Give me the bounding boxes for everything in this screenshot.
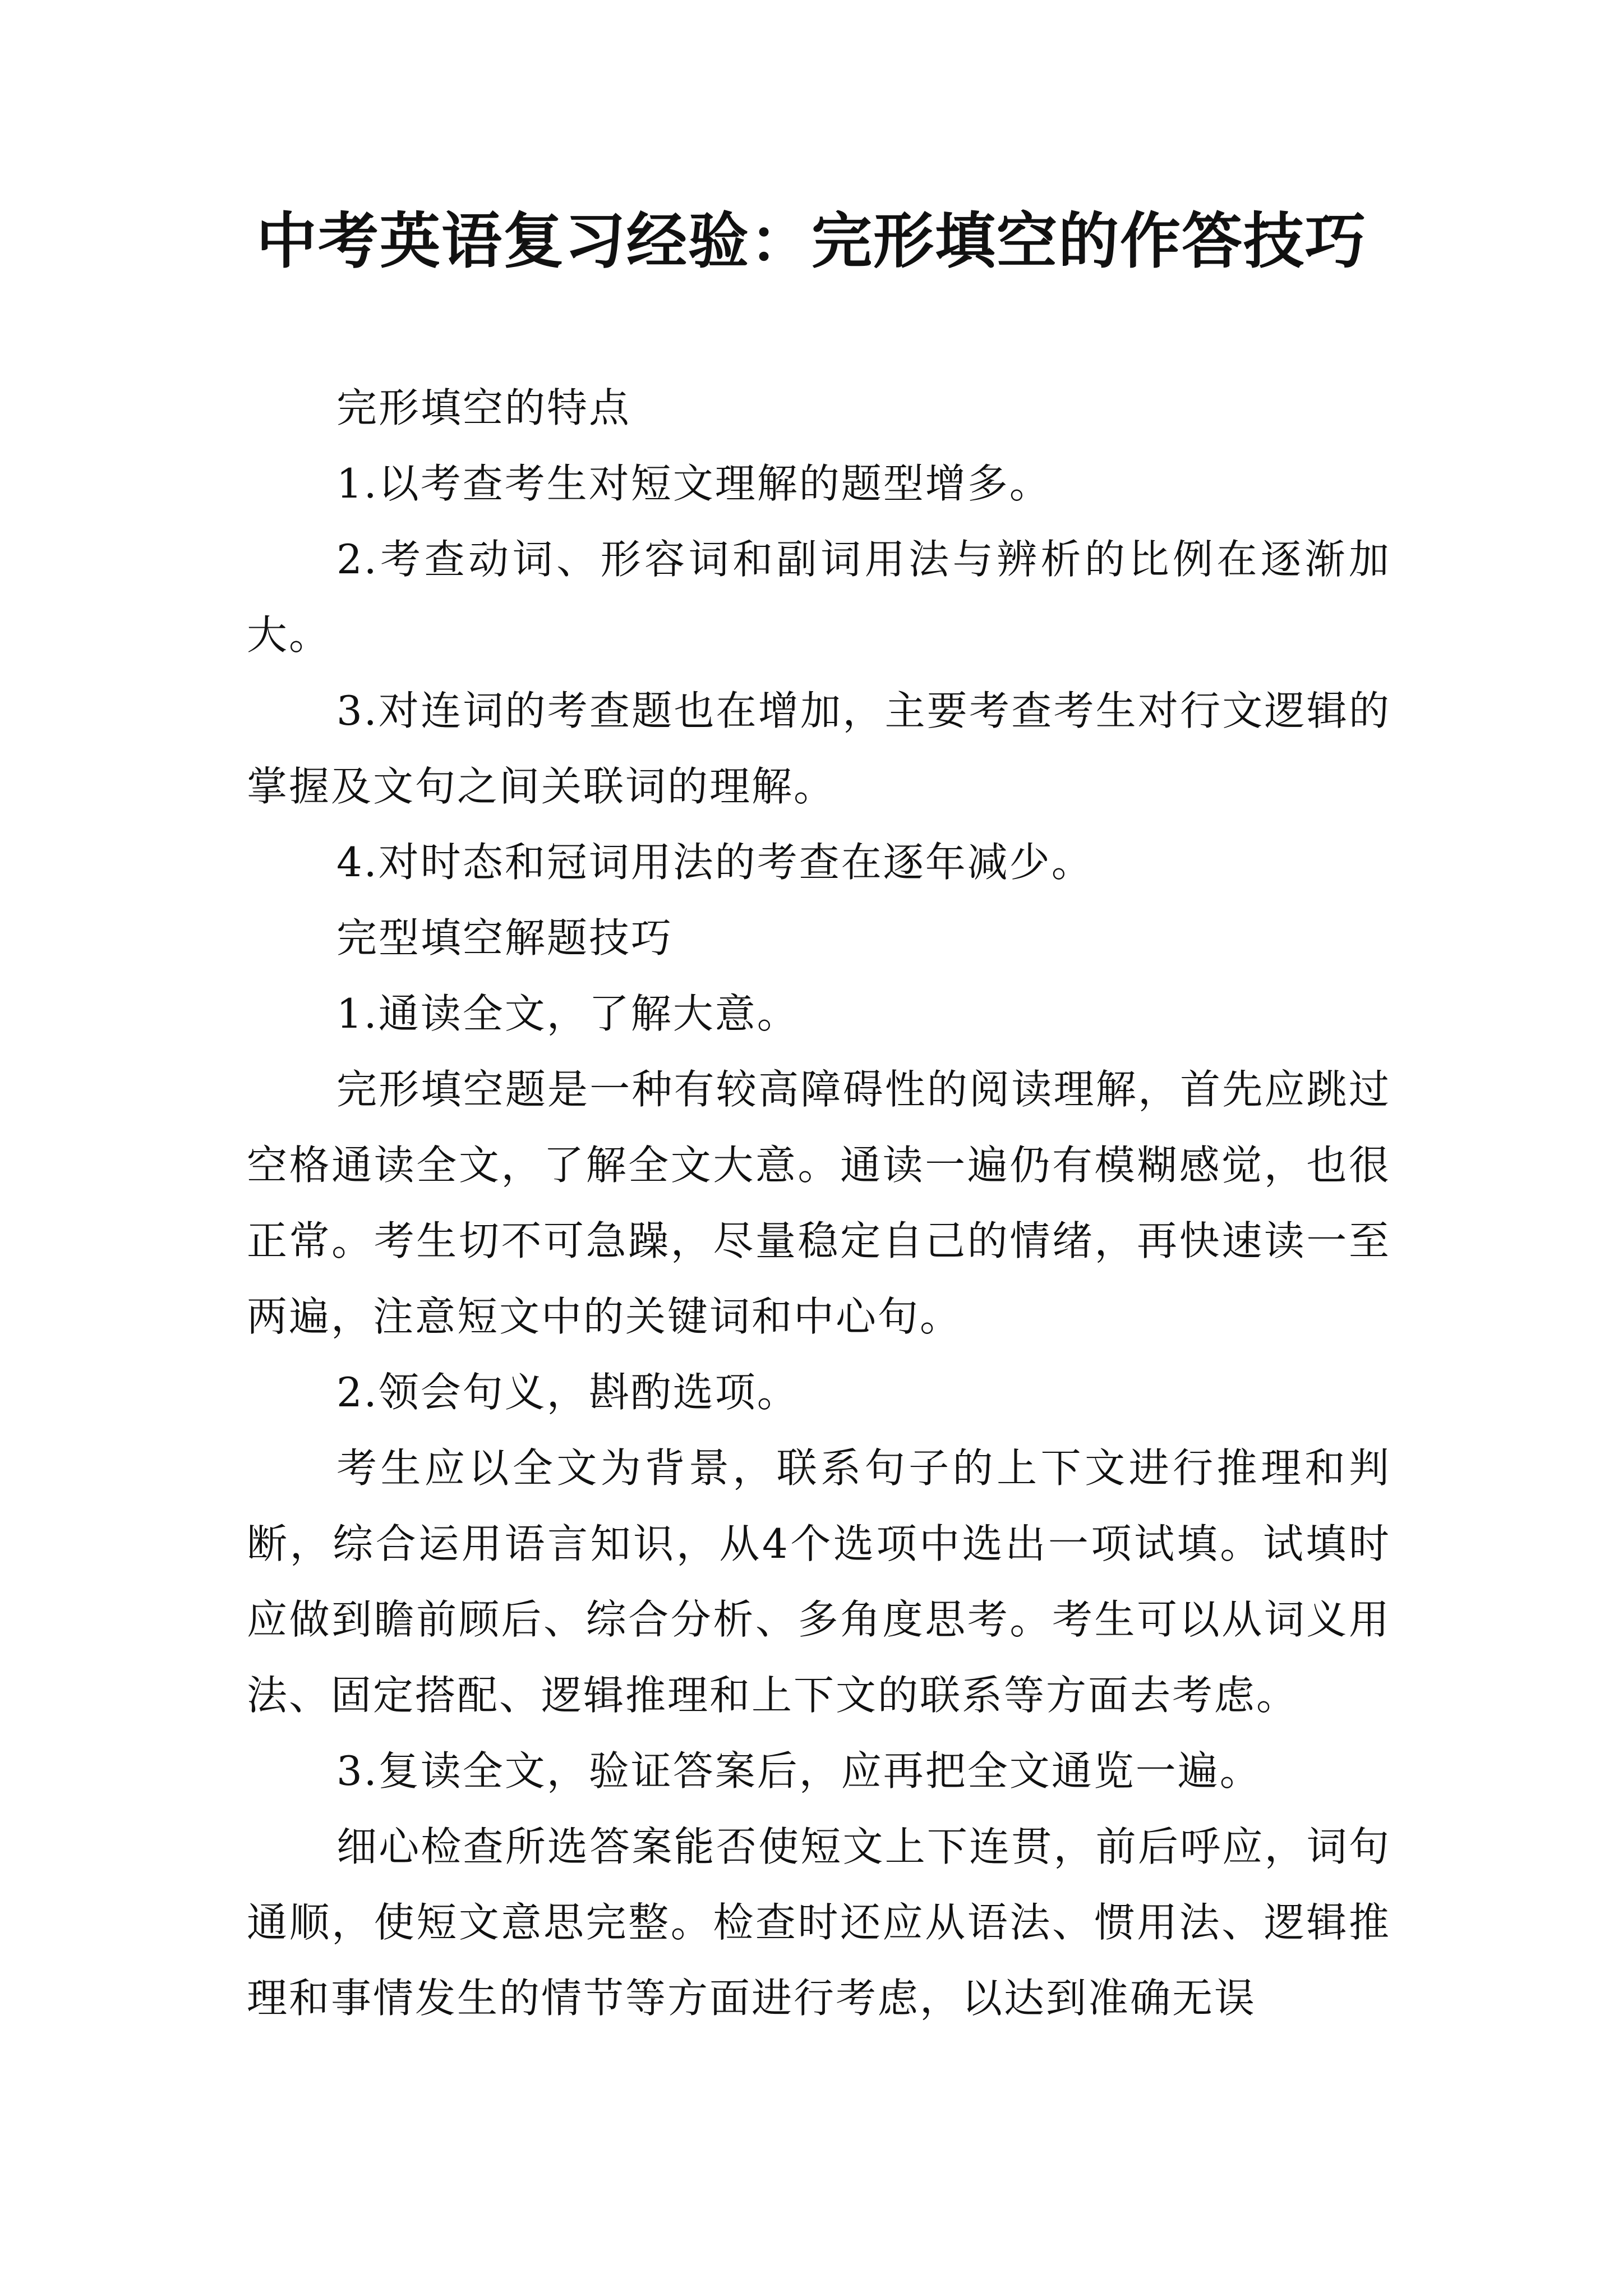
technique-paragraph-2: 考生应以全文为背景，联系句子的上下文进行推理和判断，综合运用语言知识，从4个选项中选出一项试填。试填时应做到瞻前顾后、综合分析、多角度思考。考生可以从词义用法、固定搭配、逻辑推理和上下文的联系等方面去考虑。 bbox=[247, 1444, 1391, 1719]
feature-item-4: 4.对时态和冠词用法的考查在逐年减少。 bbox=[336, 839, 1094, 886]
technique-paragraph-1: 完形填空题是一种有较高障碍性的阅读理解，首先应跳过空格通读全文，了解全文大意。通读一遍仍有模糊感觉，也很正常。考生切不可急躁，尽量稳定自己的情绪，再快速读一至两遍，注意短文中的关键词和中心句。 bbox=[247, 1066, 1391, 1340]
technique-item-2: 2.领会句义，斟酌选项。 bbox=[336, 1369, 799, 1416]
section-heading-features: 完形填空的特点 bbox=[336, 384, 631, 431]
feature-item-2: 2.考查动词、形容词和副词用法与辨析的比例在逐渐加大。 bbox=[247, 536, 1391, 659]
feature-item-3: 3.对连词的考查题也在增加，主要考查考生对行文逻辑的掌握及文句之间关联词的理解。 bbox=[247, 687, 1391, 810]
technique-item-1: 1.通读全文，了解大意。 bbox=[336, 990, 799, 1037]
section-heading-techniques: 完型填空解题技巧 bbox=[336, 914, 674, 961]
feature-item-1: 1.以考查考生对短文理解的题型增多。 bbox=[336, 460, 1052, 507]
technique-item-3: 3.复读全文，验证答案后，应再把全文通览一遍。 bbox=[336, 1747, 1262, 1795]
document-body bbox=[247, 370, 1391, 2036]
technique-paragraph-3: 细心检查所选答案能否使短文上下连贯，前后呼应，词句通顺，使短文意思完整。检查时还应从语法、惯用法、逻辑推理和事情发生的情节等方面进行考虑，以达到准确无误 bbox=[247, 1823, 1391, 2022]
document-title: 中考英语复习经验：完形填空的作答技巧 bbox=[256, 206, 1367, 277]
